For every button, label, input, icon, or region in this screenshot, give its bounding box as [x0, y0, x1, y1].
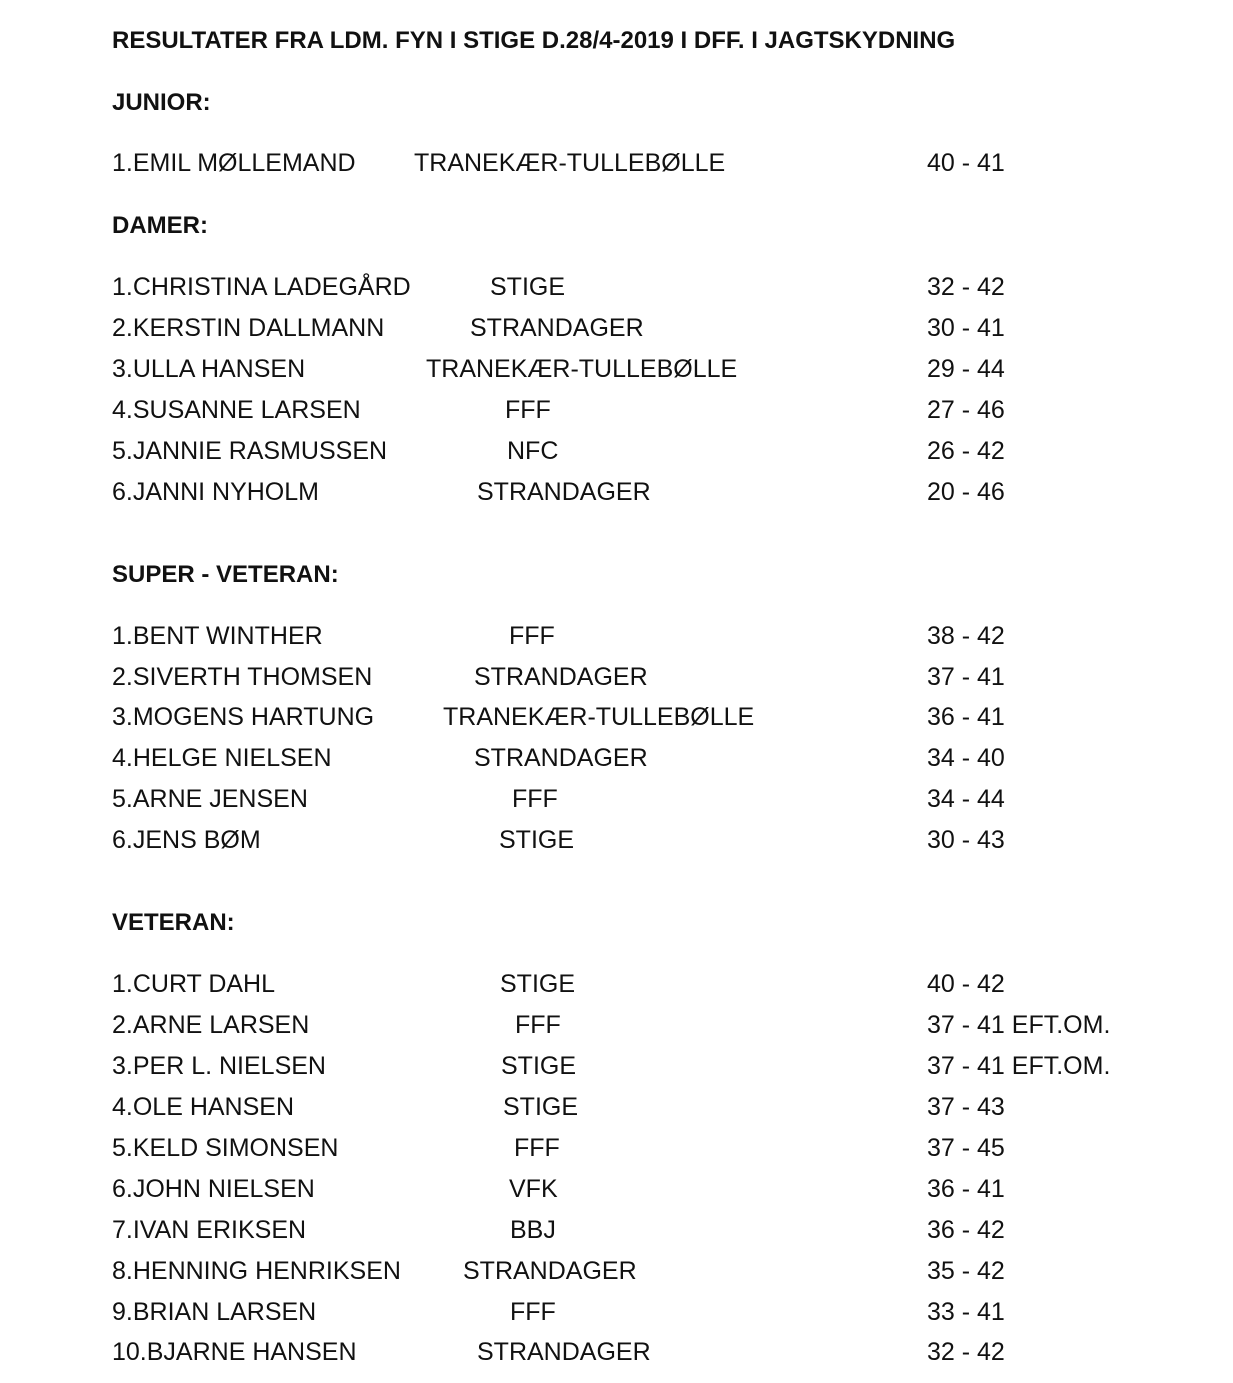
club-name: FFF: [509, 622, 555, 650]
result-row: [0, 314, 1233, 344]
score: 32 - 42: [927, 273, 1005, 301]
score: 38 - 42: [927, 622, 1005, 650]
document-title: RESULTATER FRA LDM. FYN I STIGE D.28/4-2019 I DFF. I JAGTSKYDNING: [112, 27, 956, 54]
competitor-name: 8.HENNING HENRIKSEN: [112, 1257, 401, 1285]
score: 34 - 44: [927, 785, 1005, 813]
club-name: FFF: [505, 396, 551, 424]
section-heading-junior: JUNIOR:: [112, 89, 211, 116]
competitor-name: 5.KELD SIMONSEN: [112, 1134, 339, 1162]
result-row: [0, 785, 1233, 815]
score: 36 - 41: [927, 703, 1005, 731]
club-name: FFF: [514, 1134, 560, 1162]
competitor-name: 9.BRIAN LARSEN: [112, 1298, 317, 1326]
score: 37 - 43: [927, 1093, 1005, 1121]
result-row: [0, 1011, 1233, 1041]
competitor-name: 3.PER L. NIELSEN: [112, 1052, 326, 1080]
club-name: FFF: [512, 785, 558, 813]
section-heading-damer: DAMER:: [112, 212, 208, 239]
score: 34 - 40: [927, 744, 1005, 772]
score: 30 - 41: [927, 314, 1005, 342]
result-row: [0, 622, 1233, 652]
competitor-name: 1.BENT WINTHER: [112, 622, 323, 650]
result-row: [0, 478, 1233, 508]
result-row: [0, 970, 1233, 1000]
result-row: [0, 149, 1233, 179]
club-name: BBJ: [510, 1216, 556, 1244]
result-row: [0, 355, 1233, 385]
score: 20 - 46: [927, 478, 1005, 506]
result-row: [0, 1216, 1233, 1246]
competitor-name: 4.OLE HANSEN: [112, 1093, 295, 1121]
club-name: TRANEKÆR-TULLEBØLLE: [426, 355, 738, 383]
score: 29 - 44: [927, 355, 1005, 383]
score: 33 - 41: [927, 1298, 1005, 1326]
score: 40 - 41: [927, 149, 1005, 177]
competitor-name: 6.JENS BØM: [112, 826, 261, 854]
club-name: NFC: [507, 437, 559, 465]
club-name: FFF: [510, 1298, 556, 1326]
result-row: [0, 1093, 1233, 1123]
section-heading-veteran: VETERAN:: [112, 909, 235, 936]
result-row: [0, 1052, 1233, 1082]
club-name: TRANEKÆR-TULLEBØLLE: [443, 703, 755, 731]
result-row: [0, 437, 1233, 467]
club-name: STRANDAGER: [477, 1338, 651, 1366]
club-name: STIGE: [499, 826, 575, 854]
competitor-name: 5.JANNIE RASMUSSEN: [112, 437, 388, 465]
competitor-name: 2.SIVERTH THOMSEN: [112, 663, 373, 691]
competitor-name: 7.IVAN ERIKSEN: [112, 1216, 307, 1244]
competitor-name: 1.CHRISTINA LADEGÅRD: [112, 273, 411, 301]
club-name: STIGE: [501, 1052, 577, 1080]
result-row: [0, 663, 1233, 693]
score: 40 - 42: [927, 970, 1005, 998]
competitor-name: 4.HELGE NIELSEN: [112, 744, 332, 772]
club-name: STRANDAGER: [474, 744, 648, 772]
competitor-name: 6.JOHN NIELSEN: [112, 1175, 315, 1203]
competitor-name: 10.BJARNE HANSEN: [112, 1338, 357, 1366]
result-row: [0, 826, 1233, 856]
club-name: STRANDAGER: [477, 478, 651, 506]
result-row: [0, 703, 1233, 733]
score: 30 - 43: [927, 826, 1005, 854]
score: 27 - 46: [927, 396, 1005, 424]
result-row: [0, 1175, 1233, 1205]
score: 36 - 42: [927, 1216, 1005, 1244]
result-row: [0, 396, 1233, 426]
score: 35 - 42: [927, 1257, 1005, 1285]
competitor-name: 6.JANNI NYHOLM: [112, 478, 319, 506]
competitor-name: 2.KERSTIN DALLMANN: [112, 314, 385, 342]
score: 26 - 42: [927, 437, 1005, 465]
competitor-name: 4.SUSANNE LARSEN: [112, 396, 361, 424]
competitor-name: 1.CURT DAHL: [112, 970, 276, 998]
result-row: [0, 273, 1233, 303]
club-name: STRANDAGER: [474, 663, 648, 691]
club-name: VFK: [509, 1175, 558, 1203]
score: 37 - 45: [927, 1134, 1005, 1162]
score: 36 - 41: [927, 1175, 1005, 1203]
score: 37 - 41: [927, 663, 1005, 691]
result-row: [0, 1134, 1233, 1164]
competitor-name: 2.ARNE LARSEN: [112, 1011, 310, 1039]
club-name: STIGE: [500, 970, 576, 998]
score: 32 - 42: [927, 1338, 1005, 1366]
section-heading-super-veteran: SUPER - VETERAN:: [112, 561, 339, 588]
result-row: [0, 744, 1233, 774]
competitor-name: 5.ARNE JENSEN: [112, 785, 308, 813]
club-name: STRANDAGER: [463, 1257, 637, 1285]
club-name: STIGE: [503, 1093, 579, 1121]
club-name: STRANDAGER: [470, 314, 644, 342]
result-row: [0, 1257, 1233, 1287]
result-row: [0, 1338, 1233, 1368]
club-name: STIGE: [490, 273, 566, 301]
score: 37 - 41 EFT.OM.: [927, 1052, 1111, 1080]
result-row: [0, 1298, 1233, 1328]
club-name: FFF: [515, 1011, 561, 1039]
competitor-name: 1.EMIL MØLLEMAND: [112, 149, 356, 177]
score: 37 - 41 EFT.OM.: [927, 1011, 1111, 1039]
competitor-name: 3.MOGENS HARTUNG: [112, 703, 375, 731]
club-name: TRANEKÆR-TULLEBØLLE: [414, 149, 726, 177]
competitor-name: 3.ULLA HANSEN: [112, 355, 306, 383]
